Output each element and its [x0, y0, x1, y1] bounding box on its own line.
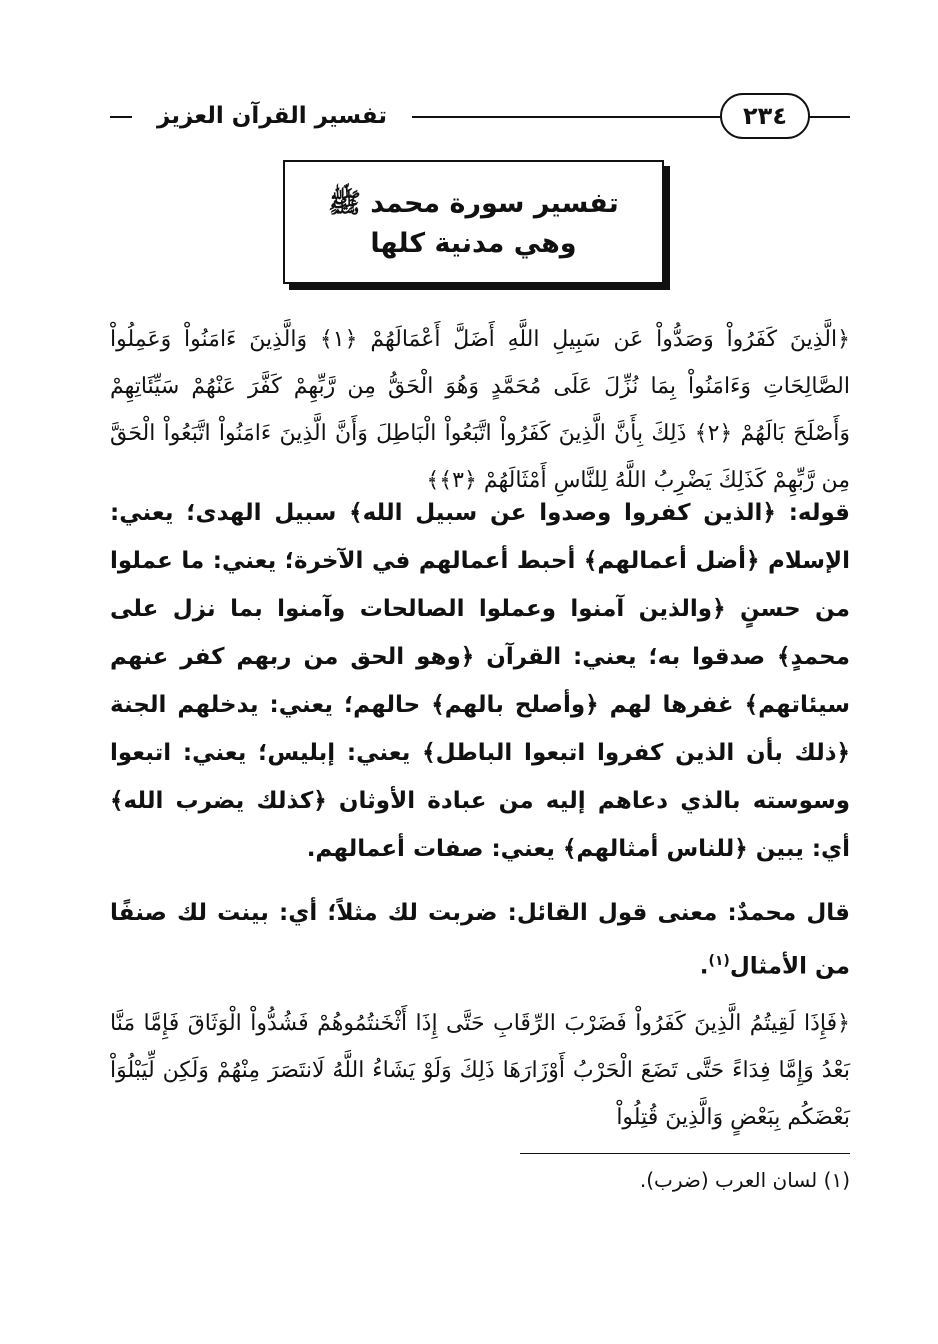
quran-verses-2: ﴿فَإِذَا لَقِيتُمُ الَّذِينَ كَفَرُواْ فَضَرْبَ الرِّقَابِ حَتَّى إِذَا أَثْخَنتُمُوهُمْ فَشُدُّواْ الْوَثَاقَ فَإِمَّا مَنَّا بَعْدُ وَإِمَّا فِدَاءً حَتَّى تَضَعَ الْحَرْبُ أَوْزَارَهَا ذَلِكَ وَلَوْ يَشَاءُ اللَّهُ لَانتَصَرَ مِنْهُمْ وَلَكِن لِّيَبْلُوَاْ بَعْضَكُم بِبَعْضٍ وَالَّذِينَ قُتِلُواْ [110, 1011, 850, 1130]
commentary-end: . [699, 953, 709, 980]
quran-verses-1: ﴿الَّذِينَ كَفَرُواْ وَصَدُّواْ عَن سَبِيلِ اللَّهِ أَضَلَّ أَعْمَالَهُمْ ﴿١﴾ وَالَّذِينَ ءَامَنُواْ وَعَمِلُواْ الصَّالِحَاتِ وَءَامَنُواْ بِمَا نُزِّلَ عَلَى مُحَمَّدٍ وَهُوَ الْحَقُّ مِن رَّبِّهِمْ كَفَّرَ عَنْهُمْ سَيِّئَاتِهِمْ وَأَصْلَحَ بَالَهُمْ ﴿٢﴾ ذَلِكَ بِأَنَّ الَّذِينَ كَفَرُواْ اتَّبَعُواْ الْبَاطِلَ وَأَنَّ الَّذِينَ ءَامَنُواْ اتَّبَعُواْ الْحَقَّ مِن رَّبِّهِمْ كَذَلِكَ يَضْرِبُ اللَّهُ لِلنَّاسِ أَمْثَالَهُمْ ﴿٣﴾﴾ [110, 327, 851, 493]
surah-title-box [283, 160, 664, 284]
footnote-marker: (١) [708, 953, 730, 969]
page-number: ٢٣٤ [720, 93, 810, 139]
header-rule-right-end [806, 116, 850, 118]
commentary-text: قال محمدٌ: معنى قول القائل: ضربت لك مثلاً؛ أي: بينت لك صنفًا من الأمثال [110, 900, 850, 980]
footnote: (١) لسان العرب (ضرب). [639, 1168, 850, 1192]
commentary-paragraph-2 [110, 889, 850, 991]
footnote-separator [520, 1153, 850, 1154]
header-rule-left-end [110, 116, 132, 118]
surah-title: تفسير سورة محمد ﷺ [328, 188, 619, 219]
surah-subtitle: وهي مدنية كلها [370, 228, 577, 259]
running-header [110, 86, 850, 146]
commentary-paragraph-1: قوله: ﴿الذين كفروا وصدوا عن سبيل الله﴾ سبيل الهدى؛ يعني: الإسلام ﴿أضل أعمالهم﴾ أحبط أعمالهم في الآخرة؛ يعني: ما عملوا من حسنٍ ﴿والذين آمنوا وعملوا الصالحات وآمنوا بما نزل على محمدٍ﴾ صدقوا به؛ يعني: القرآن ﴿وهو الحق من ربهم كفر عنهم سيئاتهم﴾ غفرها لهم ﴿وأصلح بالهم﴾ حالهم؛ يعني: يدخلهم الجنة ﴿ذلك بأن الذين كفروا اتبعوا الباطل﴾ يعني: إبليس؛ يعني: اتبعوا وسوسته بالذي دعاهم إليه من عبادة الأوثان ﴿كذلك يضرب الله﴾ أي: يبين ﴿للناس أمثالهم﴾ يعني: صفات أعمالهم. [110, 500, 850, 862]
running-title: تفسير القرآن العزيز [132, 96, 412, 136]
